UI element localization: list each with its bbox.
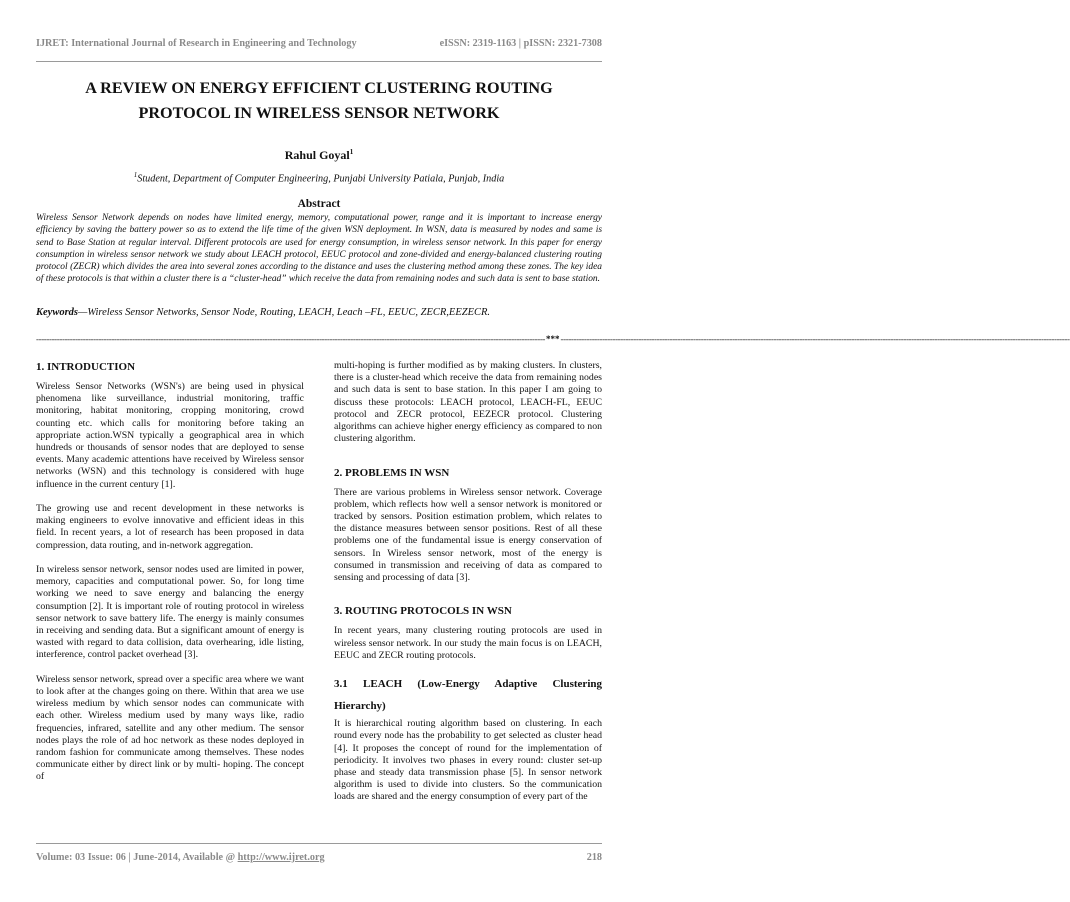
problems-paragraph: There are various problems in Wireless sensor network. Coverage problem, which reflects how well a sensor network is monitored or tracked by sensors. Position estimation problem, which relates to the distance measures between sensor positions. Rest of all these problems one of the fundamental issue is energy conservation of sensors. In Wireless sensor network, most of the energy is consumed in transmission and receiving of data as compared to sensing and processing of data [3].: [334, 486, 602, 584]
intro-paragraph-5: multi-hoping is further modified as by making clusters. In clusters, there is a cluster-head which receive the data from remaining nodes and such data is sent to base station. In this paper I am going to discuss these protocols: LEACH protocol, LEACH-FL, EEUC protocol and ZECR protocol, EEZECR protocol. Clustering algorithms can achieve higher energy efficiency as compared to non clustering algorithm.: [334, 360, 602, 445]
paper-title: [36, 76, 602, 126]
title-line-2: PROTOCOL IN WIRELESS SENSOR NETWORK: [138, 104, 500, 122]
running-header: [36, 38, 602, 49]
volume-info: [36, 852, 325, 863]
author-name: [36, 148, 602, 163]
right-column: [334, 360, 602, 816]
affiliation-text: Student, Department of Computer Engineering, Punjabi University Patiala, Punjab, India: [137, 173, 505, 185]
intro-paragraph-3: In wireless sensor network, sensor nodes used are limited in power, memory, capacities and computational power. So, for long time working we need to save energy and balancing the energy consumption [2]. It is important role of routing protocol in wireless sensor network to save battery life. The energy is mainly consumes in receiving and sending data. But a significant amount of energy is wasted with regard to data collision, data overhearing, idle listing, interference, control packet overhead [3].: [36, 564, 304, 661]
intro-heading: 1. INTRODUCTION: [36, 361, 136, 373]
routing-paragraph: In recent years, many clustering routing protocols are used in wireless sensor network. In our study the main focus is on LEACH, EEUC and ZECR routing protocols.: [334, 625, 602, 661]
leach-heading-line-2: Hierarchy): [334, 700, 386, 713]
intro-paragraph-4: Wireless sensor network, spread over a specific area where we want to look after at the changes going on there. Within that area we use wireless medium by which sensor nodes can communicate with each other. Wireless medium used by many ways like, radio frequencies, infrared, satellite and any other medium. The sensor nodes plays the role of ad hoc network as these nodes deployed in random fashion for communicate among themselves. These nodes communicate either by direct link or by multi- hoping. The concept of: [36, 673, 304, 783]
affiliation-superscript: 1: [133, 171, 138, 179]
divider-dashes-right: ----------------------------------------------------------------------------------------------------------------------------------------------------------------------------------------------------: [560, 334, 1070, 344]
author-text: Rahul Goyal: [284, 148, 350, 162]
volume-text: Volume: 03 Issue: 06 | June-2014, Available @: [36, 852, 238, 863]
keywords: [36, 307, 602, 318]
abstract-text: Wireless Sensor Network depends on nodes have limited energy, memory, computational power, range and it is important to increase energy efficiency by saving the battery power so as to extend the life time of the given WSN deployment. In WSN, data is measured by nodes and same is send to Base Station at regular interval. Different protocols are used for energy consumption, in wireless sensor network. In this paper for energy consumption in wireless sensor network we study about LEACH protocol, EEUC protocol and zone-divided and energy-balanced clustering routing protocol (ZECR) which divides the area into several zones according to the distance and uses the clustering method among these zones. The key idea of these protocols is that within a cluster there is a “cluster-head” which receive the data from remaining nodes and such data is sent to base station.: [36, 213, 602, 285]
header-rule: [36, 61, 602, 62]
problems-heading: 2. PROBLEMS IN WSN: [334, 466, 450, 479]
journal-link[interactable]: http://www.ijret.org: [237, 852, 325, 863]
routing-heading: 3. ROUTING PROTOCOLS IN WSN: [334, 605, 512, 618]
title-line-1: A REVIEW ON ENERGY EFFICIENT CLUSTERING ROUTING: [85, 79, 553, 97]
leach-heading-line-1: 3.1 LEACH (Low-Energy Adaptive Clustering: [334, 678, 602, 691]
keywords-text: —Wireless Sensor Networks, Sensor Node, Routing, LEACH, Leach –FL, EEUC, ZECR,EEZECR.: [78, 307, 491, 318]
leach-paragraph: It is hierarchical routing algorithm based on clustering. In each round every node has the probability to get selected as cluster head [4]. It proposes the concept of round for the implementation of periodicity. It involves two phases in every round: cluster set-up phase and steady data transmission phase [5]. In sensor network algorithm is used to divide into clusters. So the communication loads are shared and the energy consumption of every part of the: [334, 718, 602, 803]
intro-paragraph-1: Wireless Sensor Networks (WSN's) are being used in physical phenomena like surveillance, industrial monitoring, traffic monitoring, habitat monitoring, cropping monitoring, crowd counting etc. which calls for monitoring before taking an appropriate action.WSN typically a geographical area in which hundreds or thousands of sensor nodes that are deployed to sense events. Many academic attentions have received by Wireless sensor networks (WSN) and this technology is considered with huge influence in the current century [1].: [36, 381, 304, 490]
author-superscript: 1: [349, 148, 354, 156]
divider-dashes-left: ----------------------------------------------------------------------------------------------------------------------------------------------------------------------------------------------------: [36, 334, 546, 344]
issn-info: eISSN: 2319-1163 | pISSN: 2321-7308: [439, 38, 602, 49]
running-footer: [36, 852, 602, 863]
section-divider: [36, 334, 1070, 344]
divider-stars: ***: [546, 334, 560, 344]
left-column: [36, 360, 304, 796]
intro-paragraph-2: The growing use and recent development in these networks is making engineers to evolve innovative and efficient ideas in this field. In recent years, a lot of research has been proposed in data compression, data routing, and in-network aggregation.: [36, 503, 304, 551]
abstract-heading: Abstract: [297, 198, 341, 210]
journal-name: IJRET: International Journal of Research in Engineering and Technology: [36, 38, 357, 49]
footer-rule: [36, 843, 602, 844]
keywords-label: Keywords: [36, 307, 78, 318]
page-number: 218: [586, 852, 602, 863]
author-affiliation: [36, 171, 602, 184]
